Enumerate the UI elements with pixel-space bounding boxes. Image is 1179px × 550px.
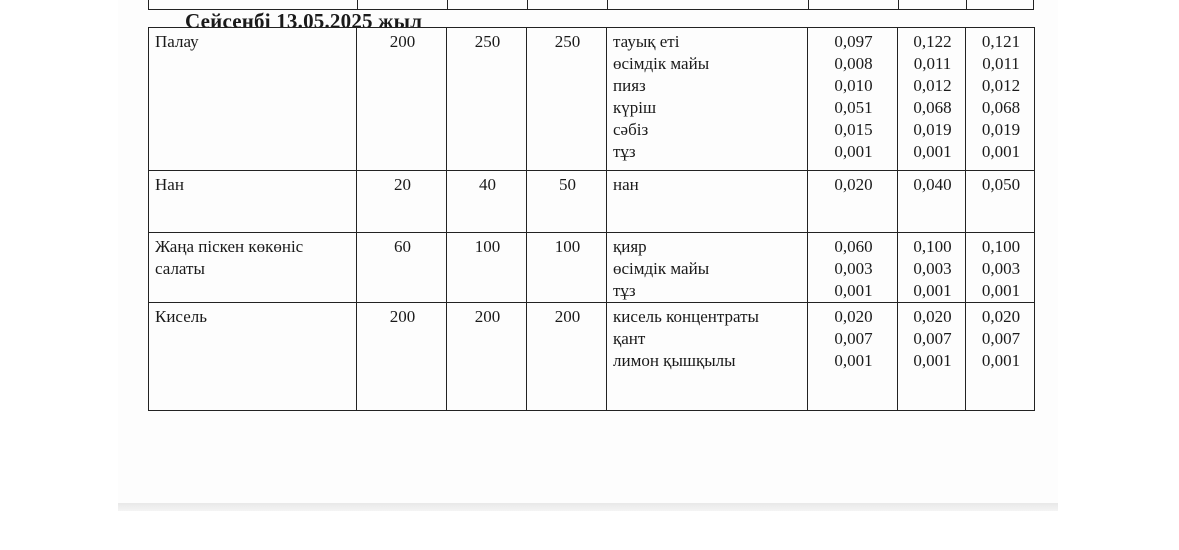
quantity-value: 0,007: [834, 329, 873, 348]
quantity-value: 0,020: [981, 307, 1021, 326]
quantity-value: 0,007: [913, 329, 952, 348]
day-date-heading: Сейсенбі 13.05.2025 жыл: [185, 9, 423, 33]
quantity-cell: [808, 171, 898, 233]
quantity-value: 0,001: [981, 351, 1021, 370]
portion-size: 100: [447, 233, 527, 303]
ingredient-name: лимон қышқылы: [613, 351, 736, 370]
menu-row: [149, 303, 1035, 411]
quantity-value: 0,011: [982, 54, 1020, 73]
portion-size: 50: [527, 171, 607, 233]
quantity-value: 0,015: [834, 120, 873, 139]
quantity-value: 0,008: [834, 54, 873, 73]
portion-size: 200: [357, 303, 447, 411]
quantity-value: 0,050: [981, 175, 1021, 194]
quantity-value: 0,060: [834, 237, 873, 256]
quantity-cell: [808, 303, 898, 411]
menu-row: [149, 171, 1035, 233]
ingredients-cell: [607, 233, 808, 303]
ingredients-cell: [607, 28, 808, 171]
quantity-cell: [966, 303, 1035, 411]
quantity-cell: [898, 233, 966, 303]
menu-table-body: [149, 28, 1035, 411]
quantity-cell: [808, 28, 898, 171]
quantity-value: 0,020: [834, 307, 873, 326]
ingredients-cell: [607, 171, 808, 233]
quantity-value: 0,012: [981, 76, 1021, 95]
quantity-value: 0,003: [834, 259, 873, 278]
ingredients-cell: [607, 303, 808, 411]
portion-size: 200: [357, 28, 447, 171]
dish-name: Кисель: [149, 303, 357, 411]
quantity-cell: [966, 233, 1035, 303]
quantity-cell: [966, 28, 1035, 171]
ingredient-name: пияз: [613, 76, 646, 95]
ingredient-name: тауық еті: [613, 32, 680, 51]
ingredient-name: кисель концентраты: [613, 307, 759, 326]
menu-table: [148, 27, 1035, 411]
quantity-value: 0,003: [913, 259, 952, 278]
quantity-value: 0,001: [834, 281, 873, 300]
menu-row: [149, 233, 1035, 303]
quantity-value: 0,068: [913, 98, 952, 117]
quantity-cell: [898, 171, 966, 233]
ingredient-name: тұз: [613, 281, 636, 300]
quantity-value: 0,001: [913, 142, 952, 161]
portion-size: 20: [357, 171, 447, 233]
quantity-value: 0,001: [913, 351, 952, 370]
quantity-value: 0,001: [834, 142, 873, 161]
page-bottom-edge: [118, 503, 1058, 511]
quantity-value: 0,122: [913, 32, 952, 51]
ingredient-name: қант: [613, 329, 646, 348]
portion-size: 250: [527, 28, 607, 171]
quantity-cell: [808, 233, 898, 303]
quantity-value: 0,051: [834, 98, 873, 117]
quantity-cell: [898, 303, 966, 411]
quantity-value: 0,019: [913, 120, 952, 139]
menu-row: [149, 28, 1035, 171]
portion-size: 60: [357, 233, 447, 303]
quantity-value: 0,100: [913, 237, 952, 256]
quantity-value: 0,001: [981, 281, 1021, 300]
dish-name: Жаңа піскен көкөніс салаты: [149, 233, 357, 303]
dish-name: Нан: [149, 171, 357, 233]
quantity-value: 0,097: [834, 32, 873, 51]
quantity-value: 0,019: [981, 120, 1021, 139]
quantity-value: 0,001: [981, 142, 1021, 161]
quantity-cell: [898, 28, 966, 171]
portion-size: 40: [447, 171, 527, 233]
quantity-value: 0,020: [834, 175, 873, 194]
ingredient-name: өсімдік майы: [613, 54, 710, 73]
ingredient-name: сәбіз: [613, 120, 649, 139]
quantity-value: 0,020: [913, 307, 952, 326]
portion-size: 200: [447, 303, 527, 411]
quantity-value: 0,007: [981, 329, 1021, 348]
ingredient-name: тұз: [613, 142, 636, 161]
ingredient-name: күріш: [613, 98, 657, 117]
portion-size: 100: [527, 233, 607, 303]
quantity-value: 0,100: [981, 237, 1021, 256]
portion-size: 200: [527, 303, 607, 411]
quantity-cell: [966, 171, 1035, 233]
quantity-value: 0,010: [834, 76, 873, 95]
quantity-value: 0,011: [913, 54, 952, 73]
ingredient-name: қияр: [613, 237, 647, 256]
ingredient-name: нан: [613, 175, 639, 194]
dish-name: Палау: [149, 28, 357, 171]
ingredient-name: өсімдік майы: [613, 259, 710, 278]
quantity-value: 0,001: [913, 281, 952, 300]
quantity-value: 0,068: [981, 98, 1021, 117]
quantity-value: 0,040: [913, 175, 952, 194]
quantity-value: 0,121: [981, 32, 1021, 51]
portion-size: 250: [447, 28, 527, 171]
quantity-value: 0,001: [834, 351, 873, 370]
quantity-value: 0,003: [981, 259, 1021, 278]
quantity-value: 0,012: [913, 76, 952, 95]
